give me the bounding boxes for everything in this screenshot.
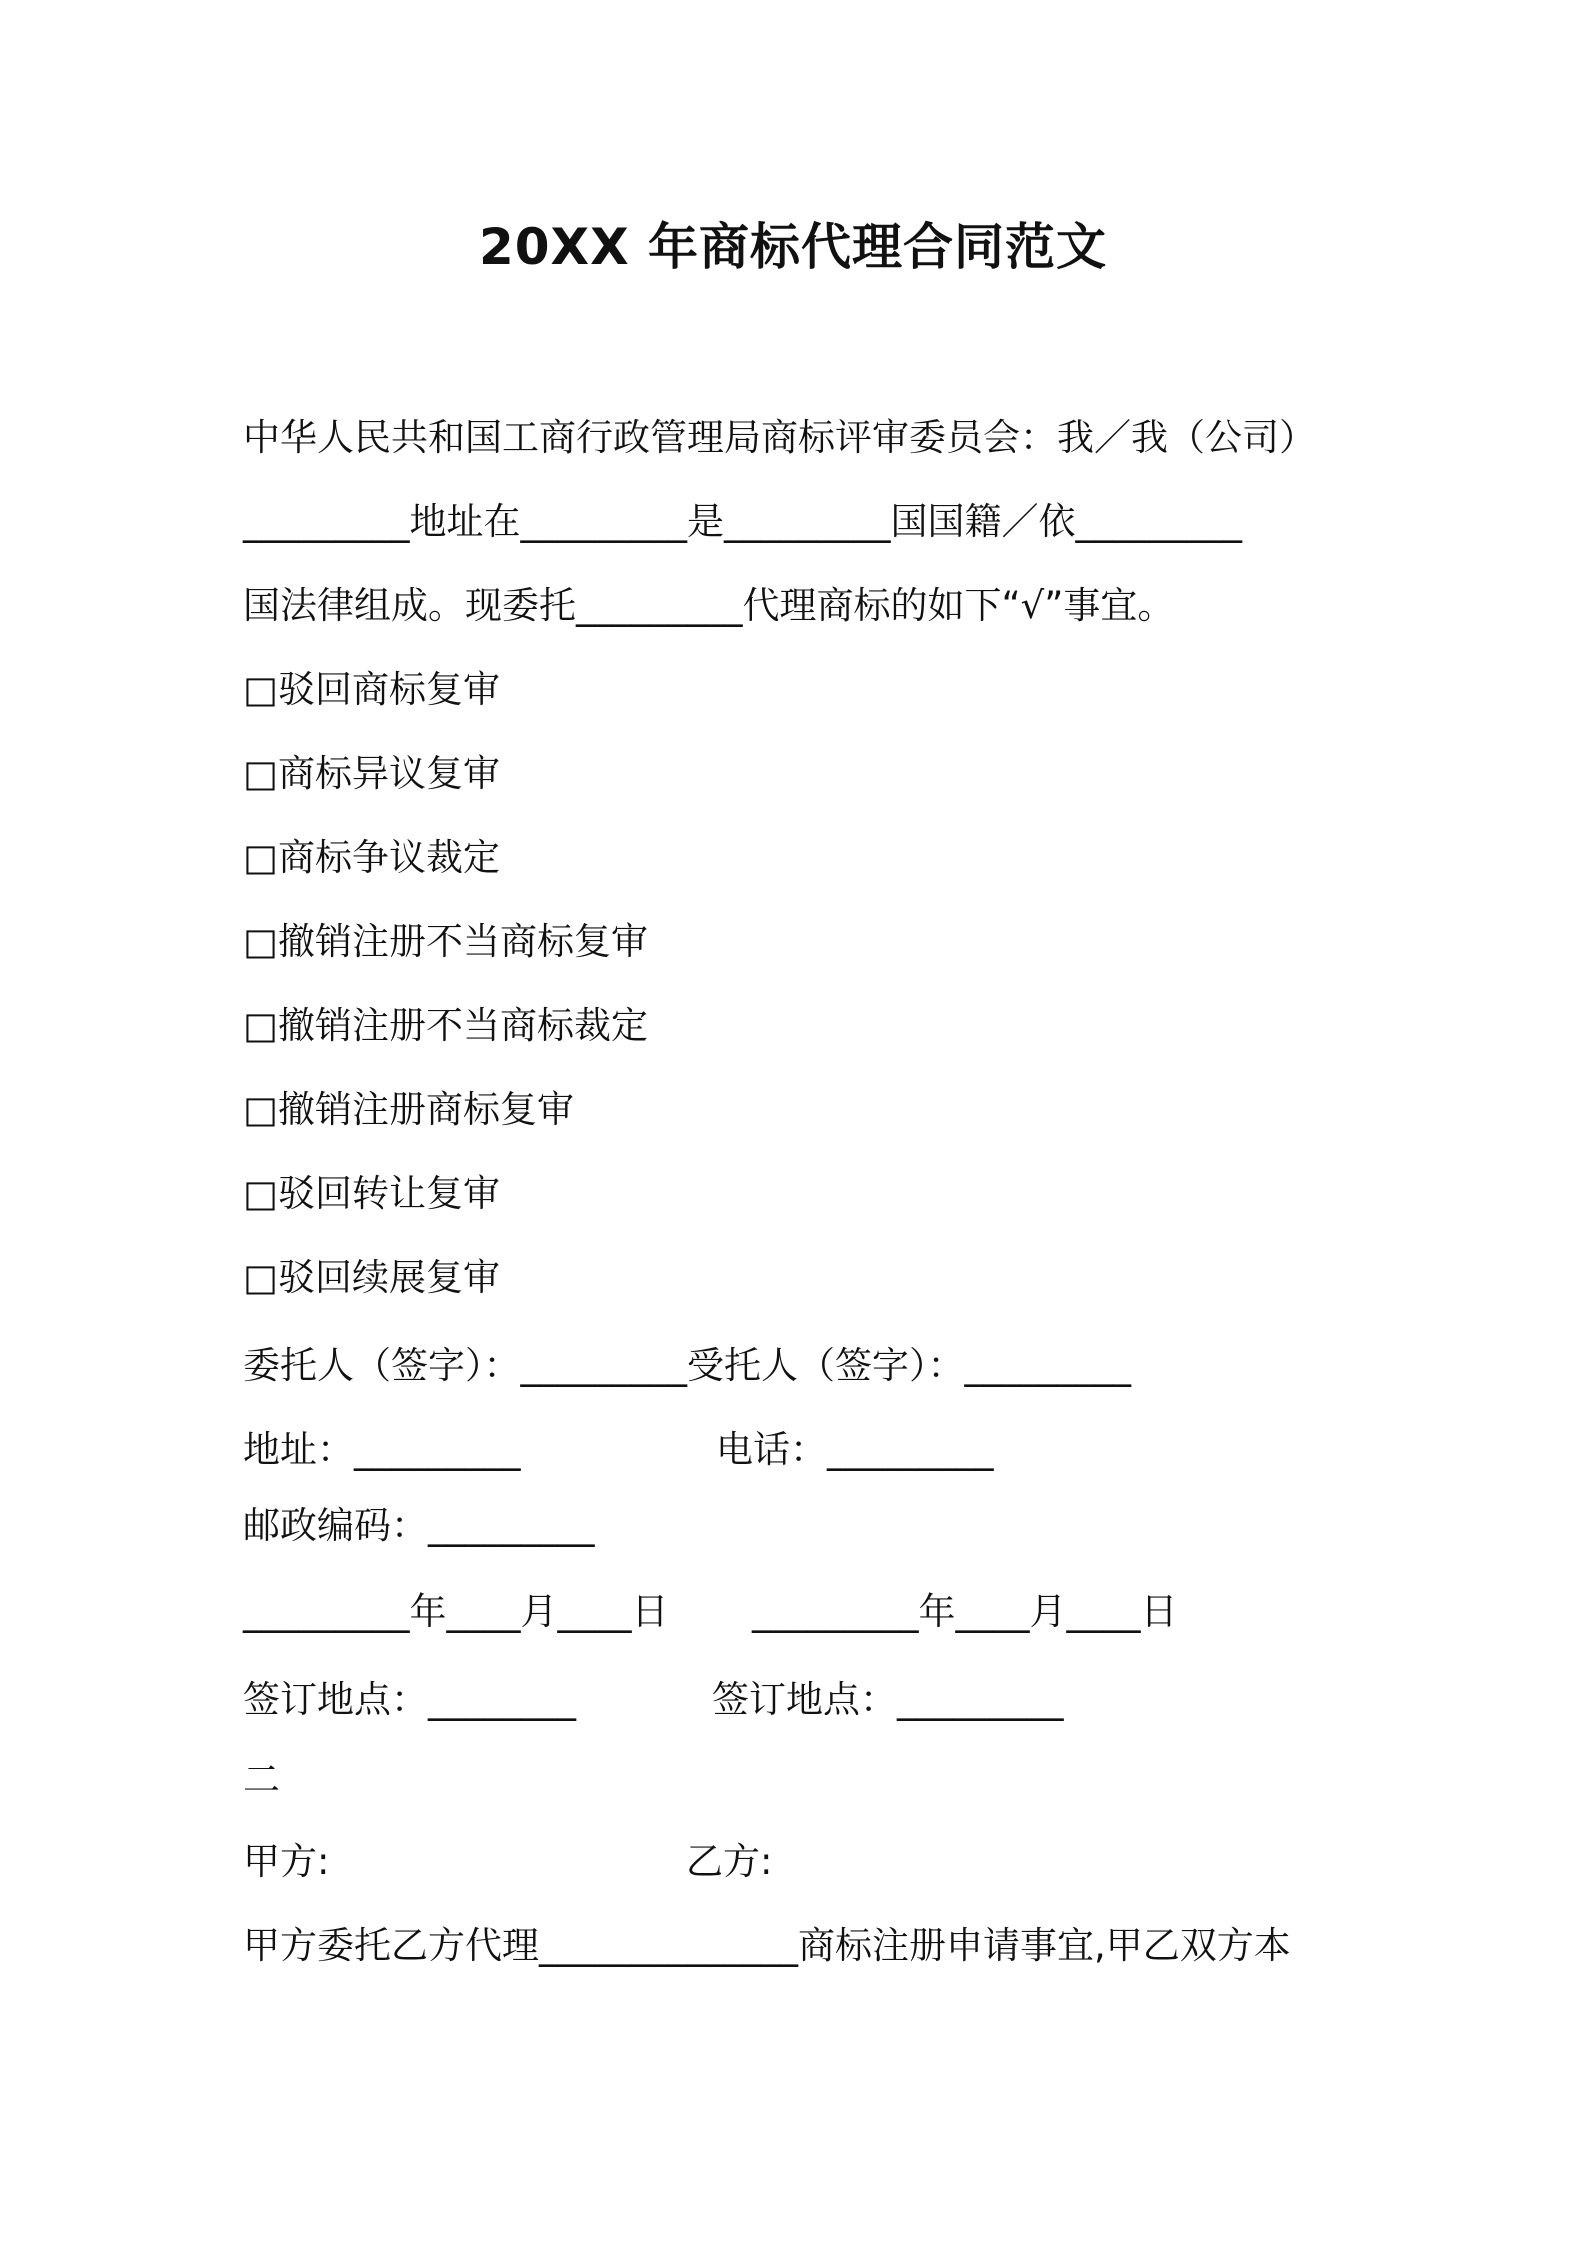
party-a-label: 甲方: bbox=[243, 1840, 330, 1883]
agreement-text-line: 甲方委托乙方代理______________商标注册申请事宜,甲乙双方本 bbox=[243, 1924, 1291, 1967]
intro-line-3: 国法律组成。现委托_________代理商标的如下“√”事宜。 bbox=[243, 584, 1175, 627]
checklist-item-opposition-review: □商标异议复审 bbox=[243, 752, 500, 795]
sign-place-right: 签订地点：_________ bbox=[712, 1678, 1064, 1721]
phone-field: 电话：_________ bbox=[716, 1428, 994, 1471]
sign-place-left: 签订地点：________ bbox=[243, 1678, 576, 1721]
section-heading-two: 二 bbox=[243, 1758, 280, 1801]
postal-code-field: 邮政编码：_________ bbox=[243, 1504, 595, 1547]
checklist-item-improper-registration-review: □撤销注册不当商标复审 bbox=[243, 920, 648, 963]
checklist-item-reject-transfer-review: □驳回转让复审 bbox=[243, 1172, 500, 1215]
checklist-item-reject-renewal-review: □驳回续展复审 bbox=[243, 1256, 500, 1299]
checklist-item-improper-registration-ruling: □撤销注册不当商标裁定 bbox=[243, 1004, 648, 1047]
signature-line: 委托人（签字）：_________受托人（签字）：_________ bbox=[243, 1344, 1131, 1387]
checklist-item-revoke-registration-review: □撤销注册商标复审 bbox=[243, 1088, 574, 1131]
date-left: _________年____月____日 bbox=[243, 1590, 669, 1633]
checklist-item-reject-review: □驳回商标复审 bbox=[243, 668, 500, 711]
intro-line-2: _________地址在_________是_________国国籍／依_________ bbox=[243, 500, 1242, 543]
document-title: 20XX 年商标代理合同范文 bbox=[478, 218, 1108, 276]
checklist-item-dispute-ruling: □商标争议裁定 bbox=[243, 836, 500, 879]
intro-line-1: 中华人民共和国工商行政管理局商标评审委员会：我／我（公司） bbox=[243, 416, 1316, 459]
address-field: 地址：_________ bbox=[243, 1428, 521, 1471]
party-b-label: 乙方: bbox=[686, 1840, 773, 1883]
date-right: _________年____月____日 bbox=[752, 1590, 1178, 1633]
